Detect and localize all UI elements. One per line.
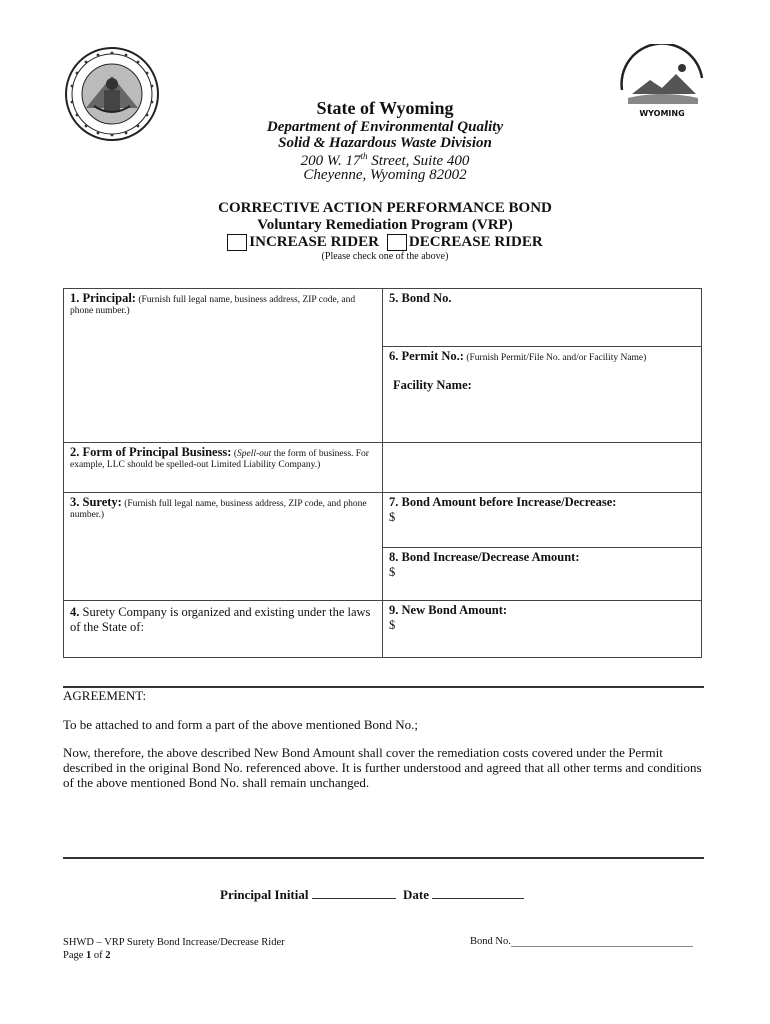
empty-cell <box>383 443 701 492</box>
principal-initial-label: Principal Initial <box>220 887 309 902</box>
divider <box>63 857 704 859</box>
page-title: State of Wyoming <box>316 98 454 118</box>
footer-bond-no: Bond No. <box>470 936 693 947</box>
principal-field[interactable]: 1. Principal: (Furnish full legal name, business address, ZIP code, and phone number.) <box>70 291 356 316</box>
rider-options <box>0 232 770 252</box>
date-label: Date <box>402 887 429 902</box>
surety-field[interactable]: 3. Surety: (Furnish full legal name, business address, ZIP code, and phone number.) <box>70 495 367 520</box>
program-title: Voluntary Remediation Program (VRP) <box>257 217 513 233</box>
permit-no-field[interactable]: 6. Permit No.: (Furnish Permit/File No. and/or Facility Name) Facility Name: <box>383 347 701 442</box>
principal-initial-blank[interactable] <box>312 898 396 899</box>
currency-symbol: $ <box>389 565 396 579</box>
agreement-paragraph-1: To be attached to and form a part of the above mentioned Bond No.; <box>63 717 419 732</box>
address-city: Cheyenne, Wyoming 82002 <box>303 167 467 183</box>
decrease-rider-checkbox[interactable] <box>387 234 407 251</box>
currency-symbol: $ <box>389 618 396 632</box>
division-name: Solid & Hazardous Waste Division <box>278 135 492 151</box>
bond-change-amount-field[interactable]: 8. Bond Increase/Decrease Amount: $ <box>383 548 701 600</box>
bond-title: CORRECTIVE ACTION PERFORMANCE BOND <box>218 200 552 216</box>
initial-date-row <box>220 887 524 903</box>
footer-page-number: Page 1 of 2 <box>63 950 111 961</box>
divider <box>63 686 704 688</box>
address-street: 200 W. 17th Street, Suite 400 <box>300 151 470 169</box>
surety-state-field[interactable]: 4. Surety Company is organized and existing under the laws of the State of: <box>70 605 371 634</box>
date-blank[interactable] <box>432 898 524 899</box>
increase-rider-label: INCREASE RIDER <box>249 233 379 250</box>
agreement-heading: AGREEMENT: <box>63 688 147 703</box>
bond-amount-before-field[interactable]: 7. Bond Amount before Increase/Decrease: $ <box>383 493 701 547</box>
agreement-paragraph-2: Now, therefore, the above described New Bond Amount shall cover the remediation costs covered under the Permit described in the original Bond No. referenced above. It is further understood and agreed that all other terms and conditions of the above mentioned Bond No. shall remain unchanged. <box>63 745 702 790</box>
bond-form-table <box>63 288 702 658</box>
footer-form-name: SHWD – VRP Surety Bond Increase/Decrease Rider <box>63 937 285 948</box>
new-bond-amount-field[interactable]: 9. New Bond Amount: $ <box>383 601 701 657</box>
footer-bond-no-blank[interactable] <box>511 936 693 947</box>
department-name: Department of Environmental Quality <box>266 119 504 135</box>
currency-symbol: $ <box>389 510 396 524</box>
check-instruction: (Please check one of the above) <box>321 251 449 262</box>
increase-rider-checkbox[interactable] <box>227 234 247 251</box>
facility-name-label: Facility Name: <box>393 378 472 392</box>
logo-wyoming-text: WYOMING <box>639 109 685 118</box>
decrease-rider-label: DECREASE RIDER <box>408 233 543 250</box>
footer-form-info <box>63 936 285 962</box>
form-of-business-field[interactable]: 2. Form of Principal Business: (Spell-out the form of business. For example, LLC should be spelled-out Limited Liability Company.) <box>70 445 369 470</box>
bond-no-field[interactable]: 5. Bond No. <box>389 291 452 305</box>
